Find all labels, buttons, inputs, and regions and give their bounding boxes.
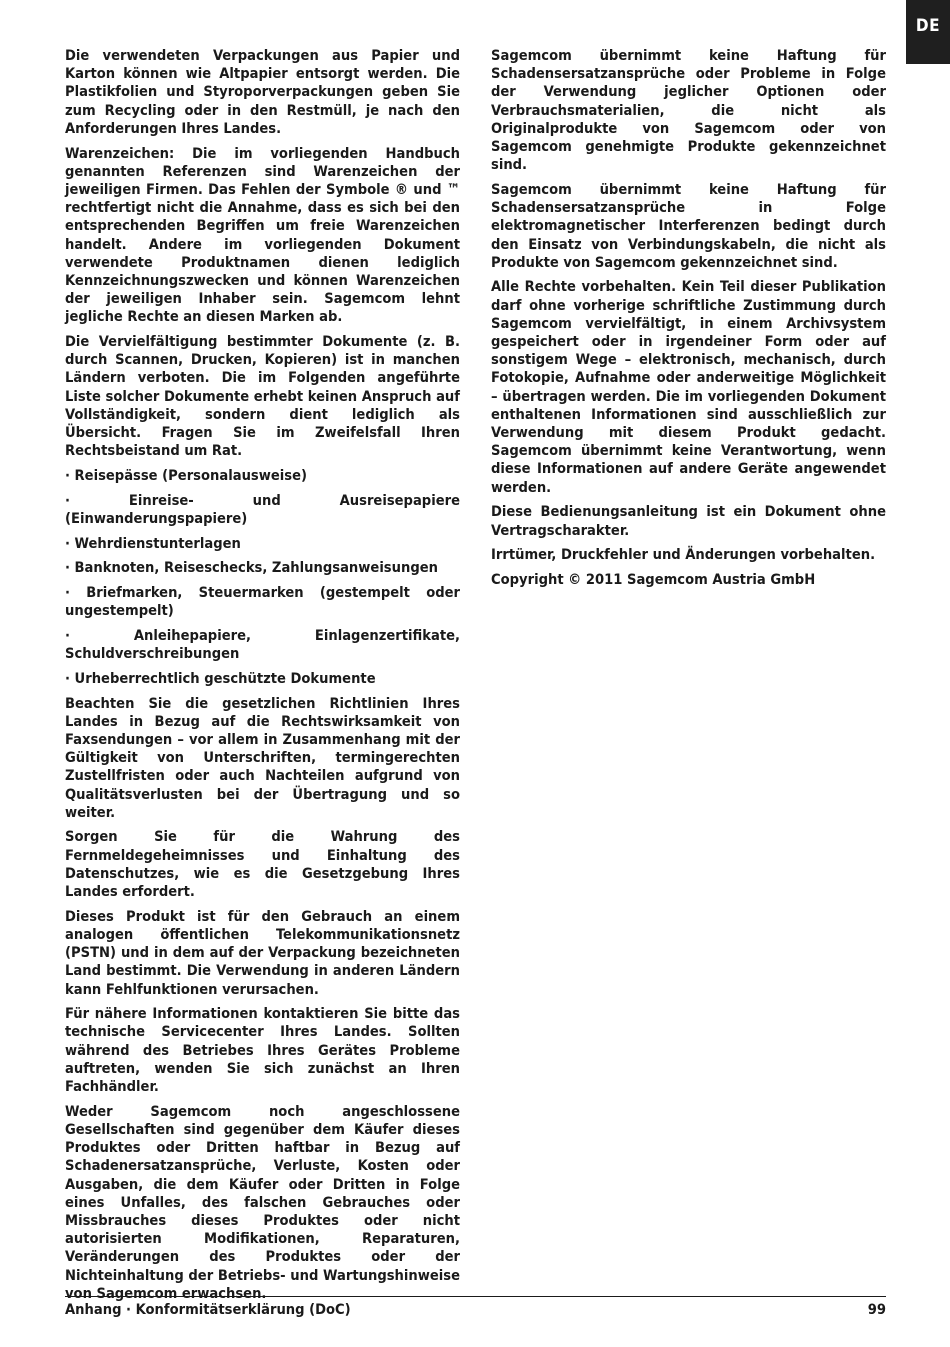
trademark-paragraph	[65, 145, 460, 327]
pstn-paragraph: Dieses Produkt ist für den Gebrauch an einem analogen öffentlichen Telekommunikationsnetz (PSTN) und in dem auf der Verpackung bezeichneten Land bestimmt. Die Verwendung in anderen Ländern kann Fehlfunktionen verursachen.	[65, 907, 460, 998]
service-paragraph: Für nähere Informationen kontaktieren Sie bitte das technische Servicecenter Ihres Landes. Sollten während des Betriebes Ihres Gerätes Probleme auftreten, wenden Sie sich zunächst an Ihren Fachhändler.	[65, 1005, 460, 1096]
footer-section-title: Anhang · Konformitätserklärung (DoC)	[65, 1301, 351, 1318]
packaging-paragraph: Die verwendeten Verpackungen aus Papier und Karton können wie Altpapier entsorgt werden. Die Plastikfolien und Styroporverpackungen geben Sie zum Recycling oder in den Restmüll, je nach den Anforderungen Ihres Landes.	[65, 47, 460, 137]
left-column	[65, 47, 460, 1310]
trademark-text: Die im vorliegenden Handbuch genannten Referenzen sind Warenzeichen der jeweiligen Firmen. Das Fehlen der Symbole ® und ™ rechtfertigt nicht die Annahme, dass es sich bei den entsprechenden Begriffen um freie Warenzeichen handelt. Andere im vorliegenden Dokument verwendete Produktnamen dienen lediglich Kennzeichnungszwecken und können Warenzeichen der jeweiligen Inhaber sein. Sagemcom lehnt jegliche Rechte an diesen Marken ab.	[65, 144, 460, 326]
rights-paragraph: Alle Rechte vorbehalten. Kein Teil dieser Publikation darf ohne vorherige schriftliche Zustimmung durch Sagemcom vervielfältigt, in einem Archivsystem gespeichert oder in irgendeiner Form oder auf sonstigem Wege – elektronisch, mechanisch, durch Fotokopie, Aufnahme oder anderweitige Möglichkeit – übertragen werden. Die im vorliegenden Dokument enthaltenen Informationen sind ausschließlich zur Verwendung mit diesem Produkt gedacht. Sagemcom übernimmt keine Verantwortung, wenn diese Informationen auf andere Geräte angewendet werden.	[491, 278, 886, 496]
language-tab: DE	[906, 0, 950, 64]
right-column	[491, 47, 886, 596]
list-item: · Urheberrechtlich geschützte Dokumente	[65, 669, 376, 687]
fax-legal-paragraph: Beachten Sie die gesetzlichen Richtlinien Ihres Landes in Bezug auf die Rechtswirksamkeit von Faxsendungen – vor allem in Zusammenhang mit der Gültigkeit von Unterschriften, termingerechten Zustellfristen oder auch Nachteilen aufgrund von Qualitätsverlusten bei der Übertragung und so weiter.	[65, 694, 460, 821]
list-item: · Reisepässe (Personalausweise)	[65, 466, 307, 484]
trademark-label: Warenzeichen:	[65, 144, 175, 162]
privacy-paragraph: Sorgen Sie für die Wahrung des Fernmeldegeheimnisses und Einhaltung des Datenschutzes, wie es die Gesetzgebung Ihres Landes erfordert.	[65, 828, 460, 901]
options-liability-paragraph: Sagemcom übernimmt keine Haftung für Schadensersatzansprüche oder Probleme in Folge der Verwendung jeglicher Optionen oder Verbrauchsmaterialien, die nicht als Originalprodukte von Sagemcom oder von Sagemcom genehmigte Produkte gekennzeichnet sind.	[491, 47, 886, 174]
emi-liability-paragraph: Sagemcom übernimmt keine Haftung für Schadensersatzansprüche in Folge elektromagnetischer Interferenzen bedingt durch den Einsatz von Verbindungskabeln, die nicht als Produkte von Sagemcom gekennzeichnet sind.	[491, 180, 886, 271]
footer-divider	[65, 1296, 886, 1297]
list-item: · Banknoten, Reiseschecks, Zahlungsanweisungen	[65, 559, 438, 577]
non-contractual-paragraph: Diese Bedienungsanleitung ist ein Dokument ohne Vertragscharakter.	[491, 503, 886, 539]
page-number: 99	[867, 1301, 886, 1318]
copyright-paragraph: Copyright © 2011 Sagemcom Austria GmbH	[491, 570, 816, 588]
list-item: · Anleihepapiere, Einlagenzertifikate, Schuldverschreibungen	[65, 626, 460, 663]
liability-paragraph: Weder Sagemcom noch angeschlossene Gesellschaften sind gegenüber dem Käufer dieses Produktes oder Dritten haftbar in Bezug auf Schadenersatzansprüche, Verluste, Kosten oder Ausgaben, die dem Käufer oder Dritten in Folge eines Unfalles, des falschen Gebrauches oder Missbrauches dieses Produktes oder nicht autorisierten Modifikationen, Reparaturen, Veränderungen des Produktes oder der Nichteinhaltung der Betriebs- und Wartungshinweise von Sagemcom erwachsen.	[65, 1102, 460, 1302]
errors-paragraph: Irrtümer, Druckfehler und Änderungen vorbehalten.	[491, 546, 876, 564]
list-item: · Wehrdienstunterlagen	[65, 534, 241, 552]
list-item: · Einreise- und Ausreisepapiere (Einwanderungspapiere)	[65, 491, 460, 527]
list-item: · Briefmarken, Steuermarken (gestempelt oder ungestempelt)	[65, 583, 460, 620]
duplication-paragraph: Die Vervielfältigung bestimmter Dokumente (z. B. durch Scannen, Drucken, Kopieren) ist in manchen Ländern verboten. Die im Folgenden angeführte Liste solcher Dokumente erhebt keinen Anspruch auf Vollständigkeit, sondern dient lediglich als Übersicht. Fragen Sie im Zweifelsfall Ihren Rechtsbeistand um Rat.	[65, 333, 460, 460]
